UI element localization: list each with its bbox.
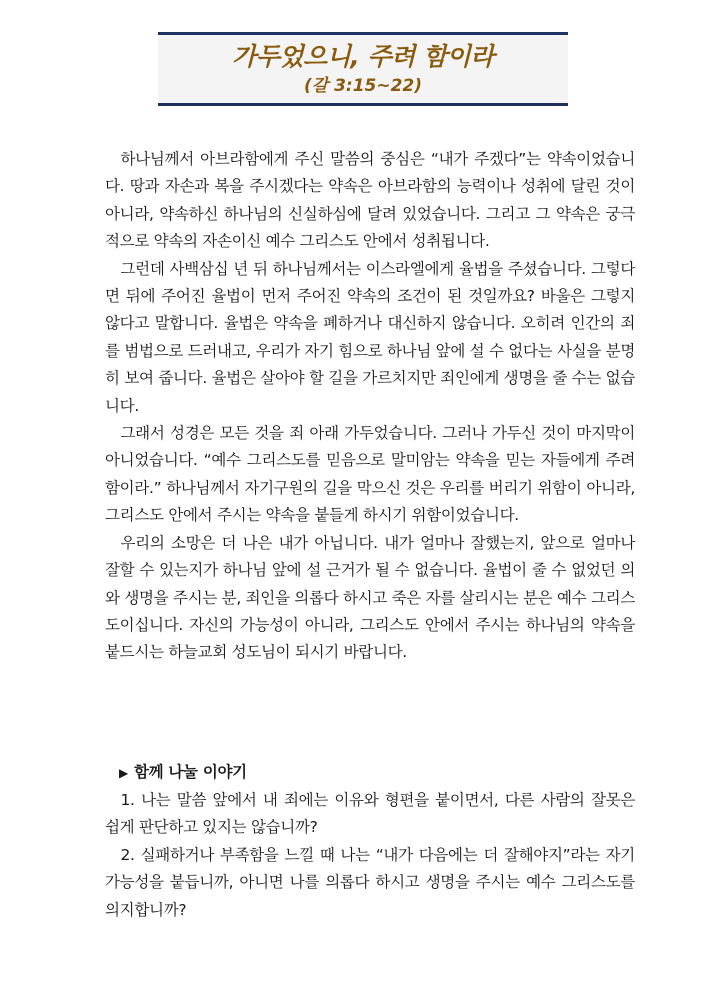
discussion-section xyxy=(105,758,635,924)
discussion-heading-label: 함께 나눌 이야기 xyxy=(133,763,247,781)
discussion-question: 1. 나는 말씀 앞에서 내 죄에는 이유와 형편을 붙이면서, 다른 사람의 잘못은 쉽게 판단하고 있지는 않습니까? xyxy=(105,791,635,837)
discussion-heading xyxy=(119,758,635,787)
title-banner xyxy=(158,32,568,106)
discussion-question: 2. 실패하거나 부족함을 느낄 때 나는 “내가 다음에는 더 잘해야지”라는 자기 가능성을 붙듭니까, 아니면 나를 의롭다 하시고 생명을 주시는 예수 그리스도를 의지합니까? xyxy=(105,845,635,919)
triangle-bullet-icon: ▶ xyxy=(119,766,128,780)
paragraph: 우리의 소망은 더 나은 내가 아닙니다. 내가 얼마나 잘했는지, 앞으로 얼마나 잘할 수 있는지가 하나님 앞에 설 근거가 될 수 없습니다. 율법이 줄 수 없었던 의와 생명을 주시는 분, 죄인을 의롭다 하시고 죽은 자를 살리시는 분은 예수 그리스도이십니다. 자신의 가능성이 아니라, 그리스도 안에서 주시는 하나님의 약속을 붙드시는 하늘교회 성도님이 되시기 바랍니다. xyxy=(105,533,635,662)
sermon-body xyxy=(105,146,635,667)
scripture-reference: (갈 3:15~22) xyxy=(303,76,423,96)
paragraph: 그래서 성경은 모든 것을 죄 아래 가두었습니다. 그러나 가두신 것이 마지막이 아니었습니다. “예수 그리스도를 믿음으로 말미암는 약속을 믿는 자들에게 주려 함이라.” 하나님께서 자기구원의 길을 막으신 것은 우리를 버리기 위함이 아니라, 그리스도 안에서 주시는 약속을 붙들게 하시기 위함이었습니다. xyxy=(105,424,635,525)
page-title: 가두었으니, 주려 함이라 xyxy=(232,42,494,71)
paragraph: 하나님께서 아브라함에게 주신 말씀의 중심은 “내가 주겠다”는 약속이었습니다. 땅과 자손과 복을 주시겠다는 약속은 아브라함의 능력이나 성취에 달린 것이 아니라, 약속하신 하나님의 신실하심에 달려 있었습니다. 그리고 그 약속은 궁극적으로 약속의 자손이신 예수 그리스도 안에서 성취됩니다. xyxy=(105,150,635,251)
paragraph: 그런데 사백삼십 년 뒤 하나님께서는 이스라엘에게 율법을 주셨습니다. 그렇다면 뒤에 주어진 율법이 먼저 주어진 약속의 조건이 된 것일까요? 바울은 그렇지 않다고 말합니다. 율법은 약속을 폐하거나 대신하지 않습니다. 오히려 인간의 죄를 범법으로 드러내고, 우리가 자기 힘으로 하나님 앞에 설 수 없다는 사실을 분명히 보여 줍니다. 율법은 살아야 할 길을 가르치지만 죄인에게 생명을 줄 수는 없습니다. xyxy=(105,259,635,415)
